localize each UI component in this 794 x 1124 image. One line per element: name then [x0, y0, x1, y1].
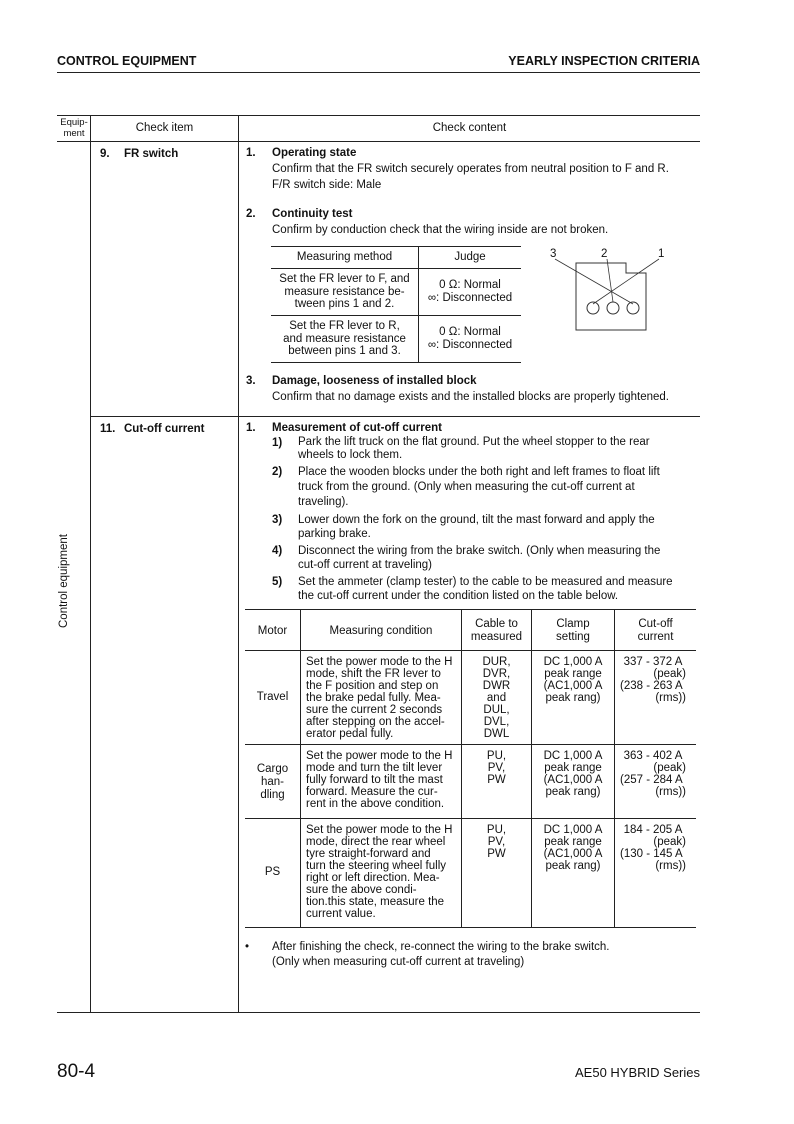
cutoff-row-cargo-motor: Cargo han- dling: [256, 763, 289, 801]
page-number: 80-4: [57, 1061, 96, 1082]
table-top-rule: [57, 115, 700, 116]
fr-s2-number: 2.: [246, 208, 256, 220]
table-bottom-rule: [57, 1012, 700, 1013]
cutoff-row-cargo-clamp: DC 1,000 A peak range (AC1,000 A peak rang): [543, 750, 603, 798]
cutoff-header-motor: Motor: [257, 625, 288, 637]
col-rule-1: [90, 115, 91, 1013]
cutoff-row-travel-motor: Travel: [256, 691, 289, 703]
cutoff-header-current: Cut-off current: [637, 618, 674, 643]
cutoff-header-cable: Cable to measured: [470, 618, 523, 643]
cutoff-row-cargo-cable: PU, PV, PW: [486, 750, 507, 786]
cutoff-row-travel-current: 337 - 372 A (peak) (238 - 263 A (rms)): [620, 656, 686, 704]
pin-label-3: 3: [550, 248, 557, 260]
note-bullet: •: [245, 941, 250, 953]
cutoff-step-4: 4) Disconnect the wiring from the brake switch. (Only when measuring the cut-off current at traveling): [272, 545, 661, 571]
connector-icon: [545, 247, 675, 337]
cutoff-row-ps-clamp: DC 1,000 A peak range (AC1,000 A peak rang): [543, 824, 603, 872]
header-left: CONTROL EQUIPMENT: [57, 54, 197, 68]
header-right: YEARLY INSPECTION CRITERIA: [508, 54, 700, 68]
cutoff-row-travel-cable: DUR, DVR, DWR and DUL, DVL, DWL: [482, 656, 511, 740]
series-name: AE50 HYBRID Series: [575, 1065, 700, 1080]
header-rule: [57, 72, 700, 73]
cutoff-s1-title: Measurement of cut-off current: [272, 422, 442, 434]
cutoff-row-cargo-condition: Set the power mode to the H mode and turn the tilt lever fully forward to tilt the mast forward. Measure the cur- rent in the above condition.: [306, 750, 453, 810]
col-rule-2: [238, 115, 239, 1013]
cutoff-steps: [272, 436, 694, 603]
fr-s3-text: Confirm that no damage exists and the installed blocks are properly tightened.: [272, 391, 669, 403]
cutoff-step-2: 2) Place the wooden blocks under the both right and left frames to float lift truck from the ground. (Only when measuring the cut-off current at traveling).: [272, 466, 660, 508]
cutoff-row-ps-motor: PS: [264, 866, 281, 878]
cutoff-row-ps-current: 184 - 205 A (peak) (130 - 145 A (rms)): [620, 824, 686, 872]
equipment-label: Control equipment: [58, 534, 70, 628]
fr-table-header-judge: Judge: [454, 251, 486, 263]
fr-s2-title: Continuity test: [272, 208, 353, 220]
item-number-cutoff: 11.: [100, 423, 116, 435]
col-header-equipment: Equip- ment: [60, 117, 88, 139]
col-header-check-content: Check content: [432, 122, 507, 134]
fr-s1-text: Confirm that the FR switch securely operates from neutral position to F and R. F/R switch side: Male: [272, 163, 669, 191]
cutoff-step-3: 3) Lower down the fork on the ground, tilt the mast forward and apply the parking brake.: [272, 514, 655, 540]
table-header-rule: [57, 141, 700, 142]
fr-s1-number: 1.: [246, 147, 256, 159]
cutoff-row-ps-cable: PU, PV, PW: [486, 824, 507, 860]
cutoff-s1-number: 1.: [246, 422, 256, 434]
cutoff-row-cargo-current: 363 - 402 A (peak) (257 - 284 A (rms)): [620, 750, 686, 798]
pin-label-2: 2: [601, 248, 608, 260]
fr-s3-title: Damage, looseness of installed block: [272, 375, 477, 387]
fr-table-header-method: Measuring method: [296, 251, 393, 263]
cutoff-row-travel-clamp: DC 1,000 A peak range (AC1,000 A peak rang): [543, 656, 603, 704]
cutoff-step-1: 1) Park the lift truck on the flat ground. Put the wheel stopper to the rear wheels to lock them.: [272, 436, 650, 461]
fr-s3-number: 3.: [246, 375, 256, 387]
item-name-cutoff: Cut-off current: [124, 423, 205, 435]
cutoff-step-5: 5) Set the ammeter (clamp tester) to the cable to be measured and measure the cut-off current under the condition listed on the table below.: [272, 576, 673, 602]
row-rule: [91, 416, 700, 417]
connector-diagram: [545, 247, 675, 337]
fr-table-judge-2: 0 Ω: Normal ∞: Disconnected: [427, 326, 513, 351]
cutoff-header-clamp: Clamp setting: [556, 618, 590, 643]
fr-table-judge-1: 0 Ω: Normal ∞: Disconnected: [427, 279, 513, 304]
fr-s1-title: Operating state: [272, 147, 357, 159]
note-text: After finishing the check, re-connect the wiring to the brake switch. (Only when measuring cut-off current at traveling): [272, 941, 610, 968]
item-name-fr: FR switch: [124, 148, 179, 160]
item-number-fr: 9.: [100, 148, 110, 160]
fr-table-method-2: Set the FR lever to R, and measure resistance between pins 1 and 3.: [283, 320, 406, 357]
col-header-check-item: Check item: [135, 122, 194, 134]
cutoff-header-condition: Measuring condition: [329, 625, 433, 637]
cutoff-row-ps-condition: Set the power mode to the H mode, direct the rear wheel tyre straight-forward and turn the steering wheel fully right or left direction. Mea- sure the above condi- tion.this state, measure the current value.: [306, 824, 453, 920]
cutoff-row-travel-condition: Set the power mode to the H mode, shift the FR lever to the F position and step on the brake pedal fully. Mea- sure the current 2 seconds after stepping on the accel- erator pedal fully.: [306, 656, 453, 740]
pin-label-1: 1: [658, 248, 665, 260]
fr-table-method-1: Set the FR lever to F, and measure resistance be- tween pins 1 and 2.: [279, 273, 410, 310]
fr-s2-text: Confirm by conduction check that the wiring inside are not broken.: [272, 224, 609, 236]
